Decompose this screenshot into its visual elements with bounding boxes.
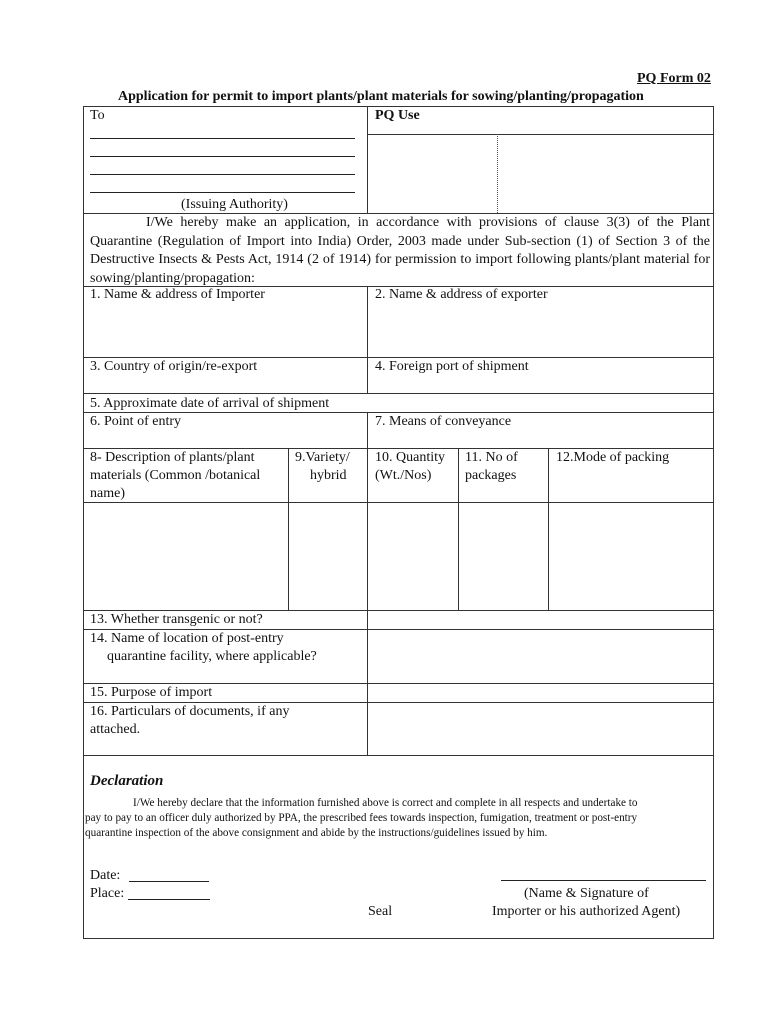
description-label: materials (Common /botanical: [90, 468, 261, 483]
documents-label: 16. Particulars of documents, if any: [90, 704, 290, 719]
description-label: name): [90, 486, 125, 501]
documents-label: attached.: [90, 722, 141, 737]
pq-use-rule: [367, 134, 714, 135]
importer-label: 1. Name & address of Importer: [90, 287, 265, 302]
form-number: PQ Form 02: [637, 71, 711, 86]
arrival-date-label: 5. Approximate date of arrival of shipment: [90, 396, 330, 411]
exporter-field[interactable]: [372, 306, 708, 356]
packing-mode-field[interactable]: [550, 504, 711, 608]
packing-mode-label: 12.Mode of packing: [556, 450, 670, 465]
packages-label: 11. No of: [465, 450, 518, 465]
address-line[interactable]: [90, 156, 355, 157]
col-divider: [288, 448, 289, 610]
signature-field[interactable]: [501, 880, 706, 881]
country-origin-label: 3. Country of origin/re-export: [90, 359, 258, 374]
declaration-text: pay to pay to an officer duly authorized by PPA, the prescribed fees towards inspection, fumigation, treatment or post-entry: [85, 812, 638, 824]
quarantine-facility-label: quarantine facility, where applicable?: [107, 649, 317, 664]
rule: [83, 502, 714, 503]
conveyance-label: 7. Means of conveyance: [375, 414, 512, 429]
variety-label: hybrid: [310, 468, 347, 483]
pq-use-label: PQ Use: [375, 108, 420, 123]
transgenic-field[interactable]: [370, 612, 710, 628]
exporter-label: 2. Name & address of exporter: [375, 287, 548, 302]
declaration-text: quarantine inspection of the above consignment and abide by the instructions/guidelines issued by him.: [85, 827, 548, 839]
transgenic-label: 13. Whether transgenic or not?: [90, 612, 263, 627]
pq-divider: [367, 106, 368, 213]
frame-left: [83, 106, 84, 939]
quarantine-facility-label: 14. Name of location of post-entry: [90, 631, 284, 646]
col-divider: [458, 448, 459, 610]
foreign-port-label: 4. Foreign port of shipment: [375, 359, 529, 374]
to-label: To: [90, 108, 105, 123]
importer-field[interactable]: [90, 306, 362, 356]
signature-caption: (Name & Signature of: [524, 886, 649, 901]
place-field[interactable]: [128, 899, 210, 900]
date-field[interactable]: [129, 881, 209, 882]
documents-field[interactable]: [370, 705, 710, 753]
form-title: Application for permit to import plants/plant materials for sowing/planting/propagation: [118, 89, 644, 104]
packages-field[interactable]: [460, 504, 546, 608]
seal-label: Seal: [368, 904, 393, 919]
variety-field[interactable]: [290, 504, 365, 608]
intro-paragraph: I/We hereby make an application, in accordance with provisions of clause 3(3) of the Plant Quarantine (Regulation of Import into India) Order, 2003 made under Sub-section (1) of Section 3 of the Destructive Insects & Pests Act, 1914 (2 of 1914) for permission to import following plants/plant material for sowing/planting/propagation:: [90, 215, 710, 286]
col-divider: [367, 412, 368, 448]
pq-use-divider: [497, 134, 498, 213]
quantity-label: (Wt./Nos): [375, 468, 432, 483]
variety-label: 9.Variety/: [295, 450, 350, 465]
declaration-text: I/We hereby declare that the information furnished above is correct and complete in all respects and undertake to: [133, 797, 638, 809]
quarantine-facility-field[interactable]: [370, 632, 710, 682]
quantity-label: 10. Quantity: [375, 450, 445, 465]
description-field[interactable]: [85, 504, 286, 608]
description-label: 8- Description of plants/plant: [90, 450, 255, 465]
date-label: Date:: [90, 868, 121, 883]
rule: [83, 755, 714, 756]
rule: [83, 393, 714, 394]
address-line[interactable]: [90, 138, 355, 139]
packages-label: packages: [465, 468, 517, 483]
signature-caption: Importer or his authorized Agent): [492, 904, 681, 919]
quantity-field[interactable]: [369, 504, 456, 608]
frame-right: [713, 106, 714, 939]
point-of-entry-label: 6. Point of entry: [90, 414, 181, 429]
address-line[interactable]: [90, 192, 355, 193]
col-divider: [367, 448, 368, 610]
col-divider: [548, 448, 549, 610]
address-line[interactable]: [90, 174, 355, 175]
frame-bottom: [83, 938, 714, 939]
purpose-label: 15. Purpose of import: [90, 685, 213, 700]
issuing-authority-label: (Issuing Authority): [181, 197, 288, 212]
col-divider: [367, 286, 368, 394]
place-label: Place:: [90, 886, 125, 901]
purpose-field[interactable]: [370, 685, 710, 701]
declaration-heading: Declaration: [90, 773, 164, 789]
